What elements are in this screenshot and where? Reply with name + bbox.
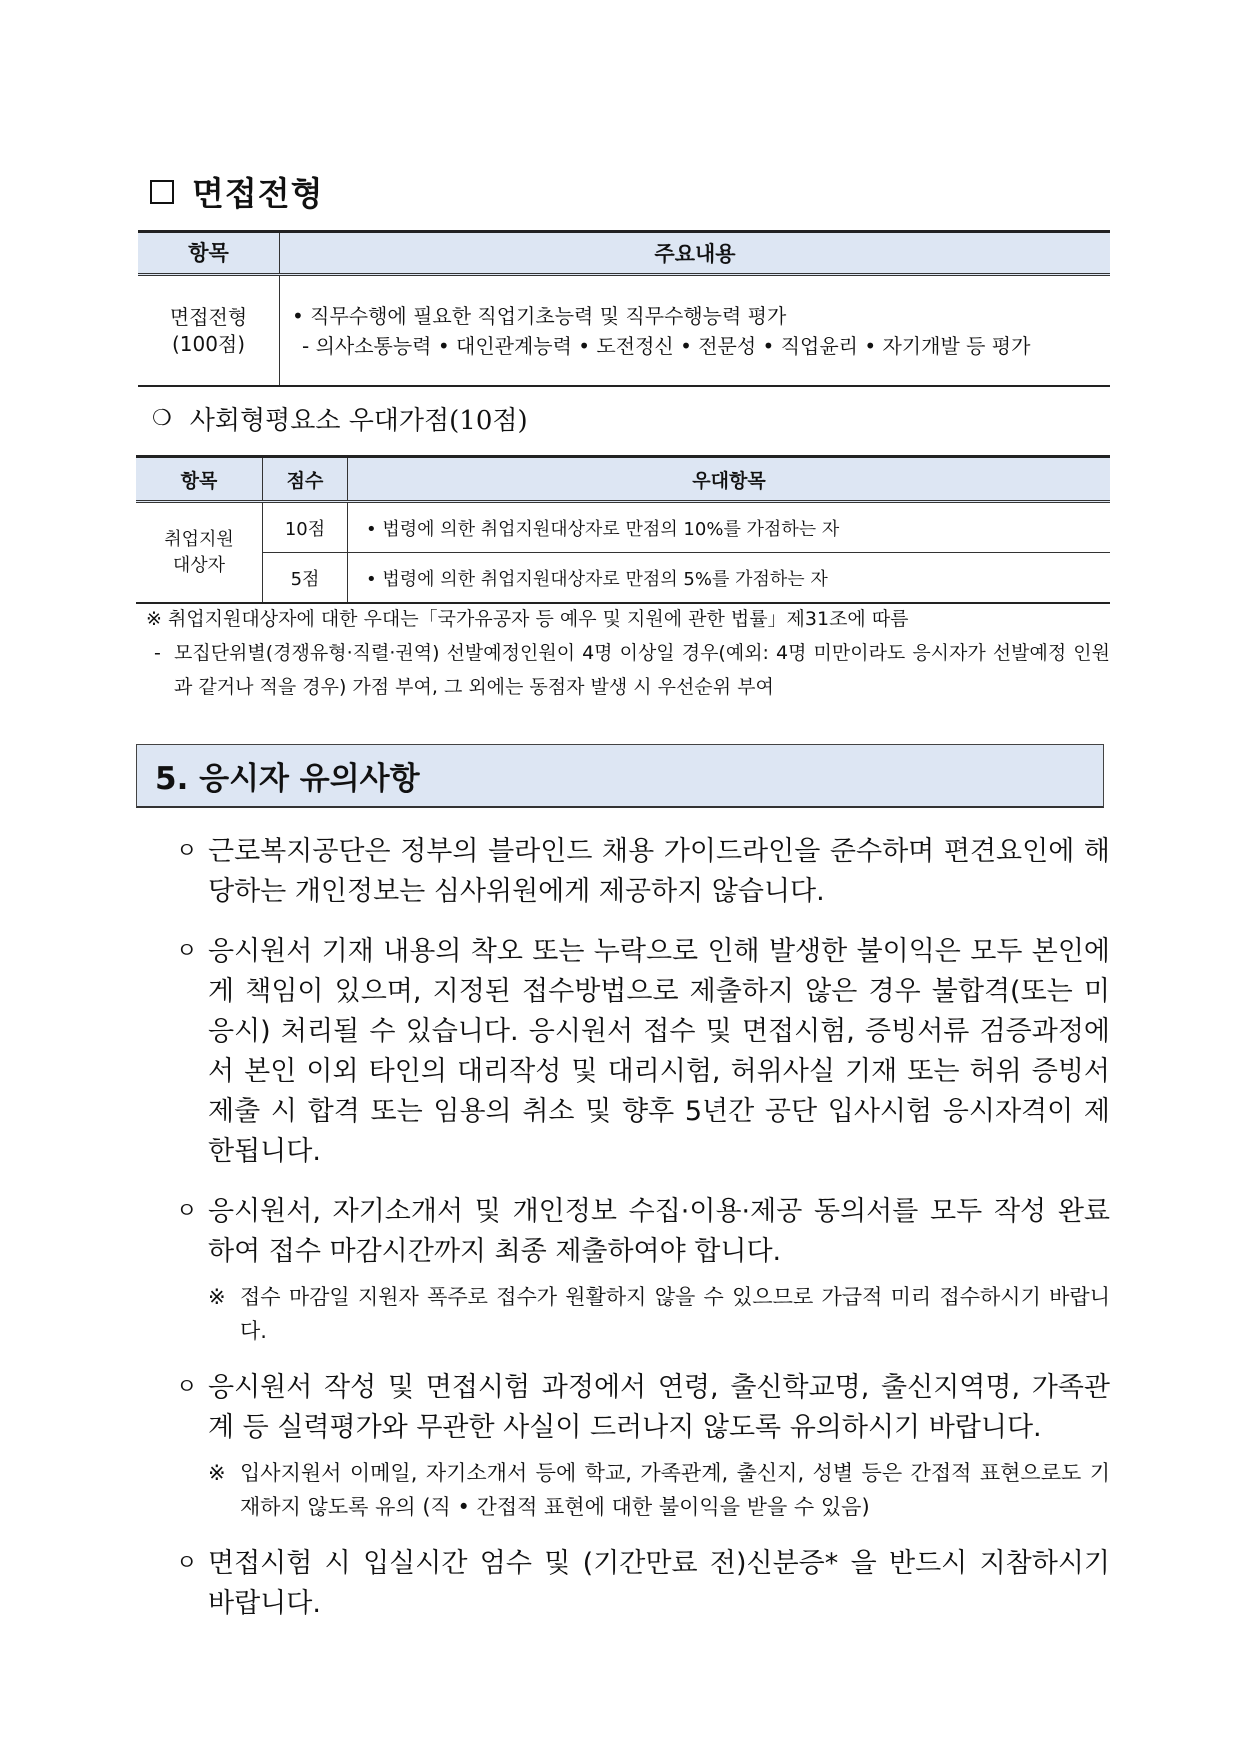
interview-heading xyxy=(150,168,324,215)
bonus-header-desc: 우대항목 xyxy=(348,457,1111,502)
bonus-desc: • 법령에 의한 취업지원대상자로 만점의 10%를 가점하는 자 xyxy=(348,502,1111,553)
interview-item-line1: 면접전형 xyxy=(169,304,248,329)
interview-item-line2: (100점) xyxy=(171,331,246,356)
notice-text: 면접시험 시 입실시간 엄수 및 (기간만료 전)신분증* 을 반드시 지참하시기 바랍니다. xyxy=(208,1548,1110,1619)
interview-item-cell xyxy=(138,275,280,387)
header-content: 주요내용 xyxy=(280,232,1111,275)
bonus-heading xyxy=(152,400,528,437)
notice-text: 응시원서 작성 및 면접시험 과정에서 연령, 출신학교명, 출신지역명, 가족관계 등 실력평가와 무관한 사실이 드러나지 않도록 유의하시기 바랍니다. xyxy=(208,1372,1110,1443)
notice-subnote xyxy=(208,1280,1110,1348)
interview-table-row xyxy=(138,275,1110,387)
bonus-row xyxy=(136,502,1110,553)
reference-mark: ※ xyxy=(208,1461,226,1485)
interview-content-line1: • 직무수행에 필요한 직업기초능력 및 직무수행능력 평가 xyxy=(292,303,787,328)
bonus-header-score: 점수 xyxy=(263,457,348,502)
notice-subnote-text: 접수 마감일 지원자 폭주로 접수가 원활하지 않을 수 있으므로 가급적 미리 접수하시기 바랍니다. xyxy=(240,1285,1110,1343)
bonus-group-line2: 대상자 xyxy=(172,554,226,576)
bullet-circle-icon: ㅇ xyxy=(176,839,198,864)
interview-table-header xyxy=(138,232,1110,275)
notice-list xyxy=(176,832,1110,1644)
interview-content-line2: - 의사소통능력 • 대인관계능력 • 도전정신 • 전문성 • 직업윤리 • 자기개발 등 평가 xyxy=(302,333,1031,358)
section-title-bar xyxy=(136,744,1104,808)
header-item: 항목 xyxy=(138,232,280,275)
bullet-circle-icon: ㅇ xyxy=(176,1551,198,1576)
reference-mark: ※ xyxy=(208,1285,226,1309)
note-dash: - xyxy=(154,642,161,664)
bonus-group-cell xyxy=(136,502,263,604)
notice-subnote-text: 입사지원서 이메일, 자기소개서 등에 학교, 가족관계, 출신지, 성별 등은 간접적 표현으로도 기재하지 않도록 유의 (직 • 간접적 표현에 대한 불이익을 받을 수 있음) xyxy=(240,1461,1110,1519)
notice-text: 근로복지공단은 정부의 블라인드 채용 가이드라인을 준수하며 편견요인에 해당하는 개인정보는 심사위원에게 제공하지 않습니다. xyxy=(208,836,1110,907)
notice-text: 응시원서 기재 내용의 착오 또는 누락으로 인해 발생한 불이익은 모두 본인에게 책임이 있으며, 지정된 접수방법으로 제출하지 않은 경우 불합격(또는 미응시) 처리될 수 있습니다. 응시원서 접수 및 면접시험, 증빙서류 검증과정에서 본인 이외 타인의 대리작성 및 대리시험, 허위사실 기재 또는 허위 증빙서 제출 시 합격 또는 임용의 취소 및 향후 5년간 공단 입사시험 응시자격이 제한됩니다. xyxy=(208,936,1110,1167)
hollow-circle-icon: ❍ xyxy=(152,406,172,431)
notice-item xyxy=(176,1368,1110,1524)
interview-content-cell xyxy=(280,275,1111,387)
section-title: 5. 응시자 유의사항 xyxy=(155,761,420,797)
bonus-heading-title: 사회형평요소 우대가점(10점) xyxy=(189,406,528,436)
bonus-note-rule-text: 모집단위별(경쟁유형·직렬·권역) 선발예정인원이 4명 이상일 경우(예외: 4명 미만이라도 응시자가 선발예정 인원과 같거나 적을 경우) 가점 부여, 그 외에는 동점자 발생 시 우선순위 부여 xyxy=(174,642,1110,698)
checkbox-square-icon xyxy=(150,180,174,204)
notice-subnote xyxy=(208,1456,1110,1524)
bonus-header-item: 항목 xyxy=(136,457,263,502)
notice-item xyxy=(176,1544,1110,1624)
interview-heading-title: 면접전형 xyxy=(192,174,324,213)
bonus-table-header xyxy=(136,457,1110,502)
bullet-circle-icon: ㅇ xyxy=(176,1375,198,1400)
bonus-row xyxy=(136,553,1110,604)
notice-item xyxy=(176,932,1110,1172)
bonus-note-legal: ※ 취업지원대상자에 대한 우대는「국가유공자 등 예우 및 지원에 관한 법률」제31조에 따름 xyxy=(146,608,909,630)
notice-item xyxy=(176,1192,1110,1348)
bonus-desc: • 법령에 의한 취업지원대상자로 만점의 5%를 가점하는 자 xyxy=(348,553,1111,604)
notice-text: 응시원서, 자기소개서 및 개인정보 수집·이용·제공 동의서를 모두 작성 완료하여 접수 마감시간까지 최종 제출하여야 합니다. xyxy=(208,1196,1110,1267)
bonus-table xyxy=(136,455,1110,604)
bonus-score: 5점 xyxy=(263,553,348,604)
interview-table xyxy=(138,230,1110,387)
bullet-circle-icon: ㅇ xyxy=(176,939,198,964)
bonus-score: 10점 xyxy=(263,502,348,553)
bullet-circle-icon: ㅇ xyxy=(176,1199,198,1224)
notice-item xyxy=(176,832,1110,912)
bonus-group-line1: 취업지원 xyxy=(164,528,234,550)
bonus-note-rule xyxy=(146,636,1110,704)
